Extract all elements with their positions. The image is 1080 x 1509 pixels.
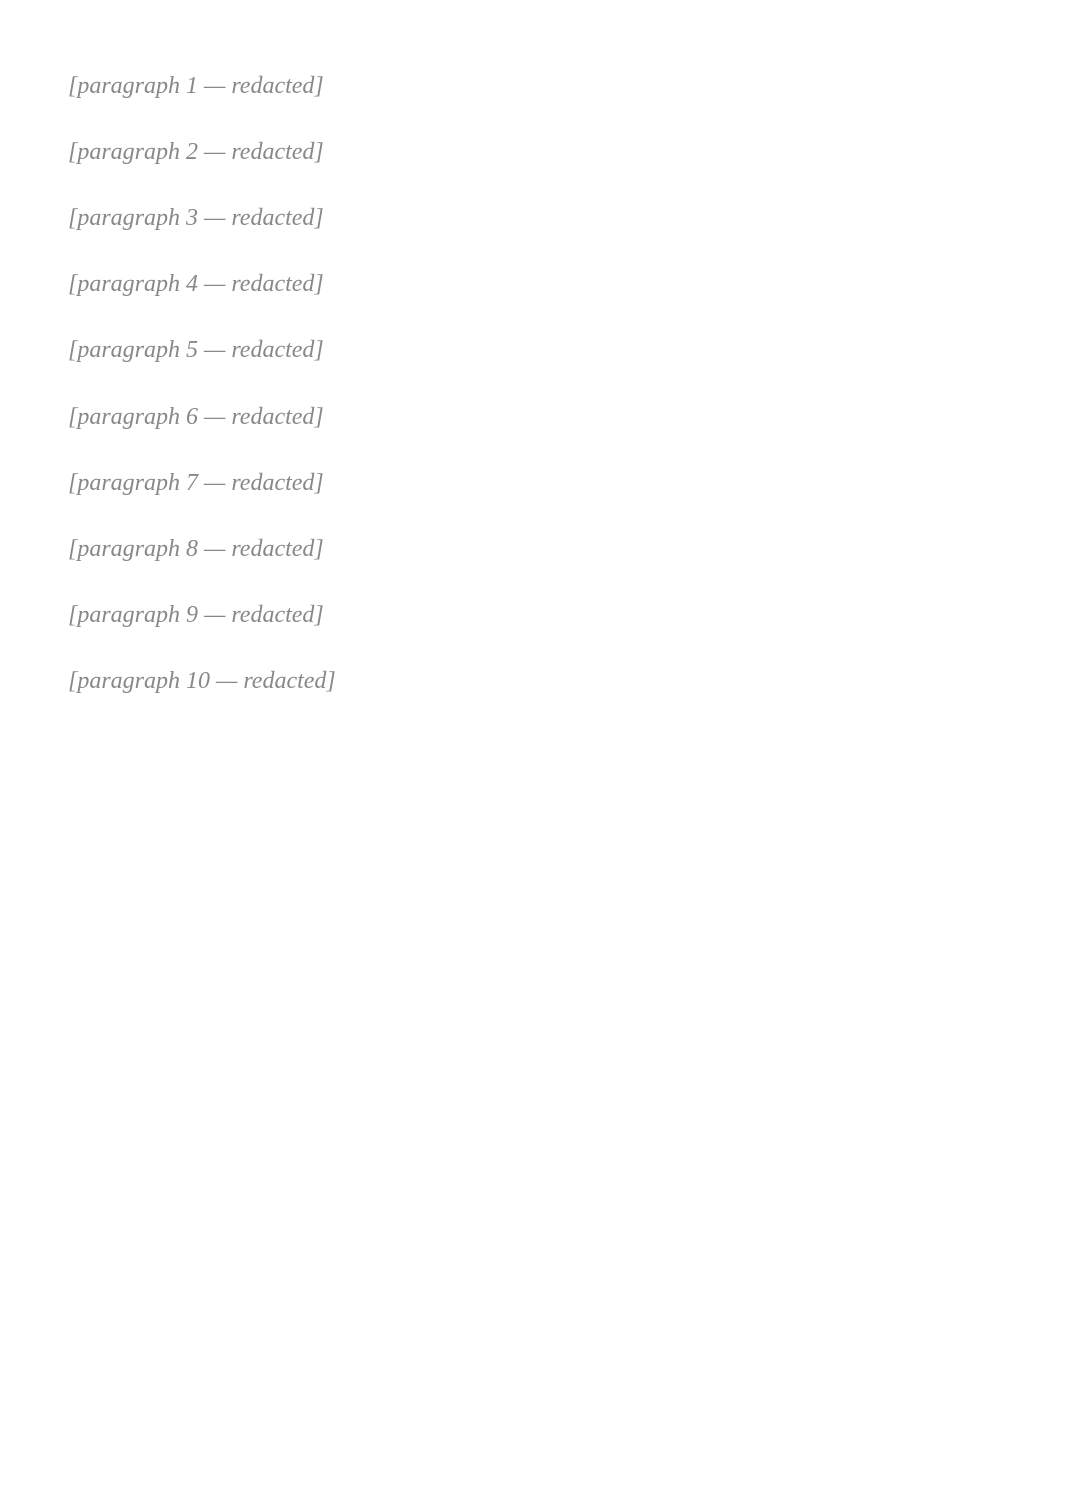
paragraph-6: [paragraph 6 — redacted] xyxy=(68,403,324,430)
paragraph-7: [paragraph 7 — redacted] xyxy=(68,469,324,496)
paragraph-8: [paragraph 8 — redacted] xyxy=(68,535,324,562)
paragraph-5: [paragraph 5 — redacted] xyxy=(68,337,324,364)
paragraph-4: [paragraph 4 — redacted] xyxy=(68,271,324,298)
paragraph-1: [paragraph 1 — redacted] xyxy=(68,73,324,99)
paragraph-container xyxy=(68,70,1012,698)
paragraph-3: [paragraph 3 — redacted] xyxy=(68,205,324,232)
paragraph-9: [paragraph 9 — redacted] xyxy=(68,601,324,628)
paragraph-2: [paragraph 2 — redacted] xyxy=(68,139,324,166)
paragraph-10: [paragraph 10 — redacted] xyxy=(68,667,336,694)
